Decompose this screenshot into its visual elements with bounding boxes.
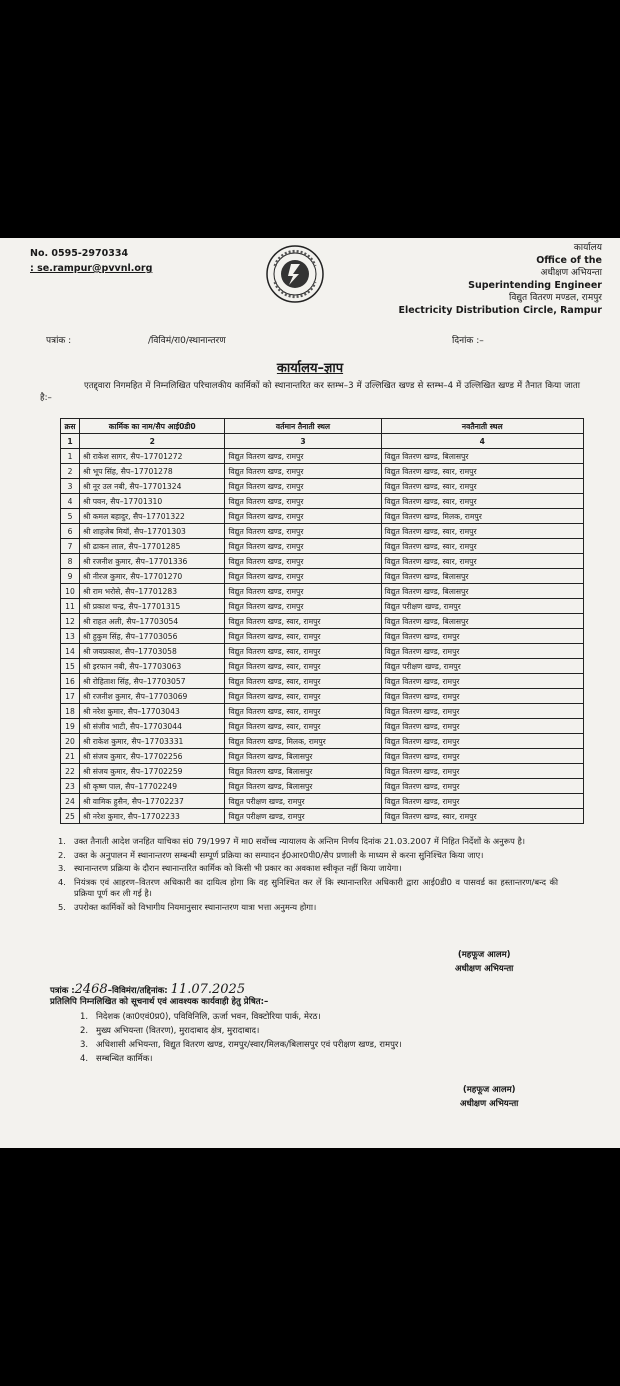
ref-number: /विविमं/रा0/स्थानान्तरण	[148, 336, 226, 346]
row-new-post: विद्युत वितरण खण्ड, बिलासपुर	[381, 614, 583, 629]
order-number-handwritten: 2468	[74, 982, 108, 997]
row-current-post: विद्युत वितरण खण्ड, स्वार, रामपुर	[225, 644, 381, 659]
row-sno: 20	[61, 734, 80, 749]
col-number: 1	[61, 434, 80, 449]
table-row	[61, 704, 584, 719]
note-number: 2.	[58, 849, 66, 860]
row-sno: 1	[61, 449, 80, 464]
signatory-name: (महफूज आलम)	[457, 950, 511, 960]
row-sno: 22	[61, 764, 80, 779]
row-new-post: विद्युत वितरण खण्ड, रामपुर	[381, 719, 583, 734]
row-employee: श्री इरफान नबी, सैप–17703063	[79, 659, 225, 674]
row-current-post: विद्युत वितरण खण्ड, रामपुर	[225, 464, 381, 479]
row-current-post: विद्युत वितरण खण्ड, मिलक, रामपुर	[225, 734, 381, 749]
table-row	[61, 764, 584, 779]
row-current-post: विद्युत वितरण खण्ड, रामपुर	[225, 509, 381, 524]
email-address: : se.rampur@pvvnl.org	[30, 263, 153, 274]
col-header-new: नवतैनाती स्थल	[381, 419, 583, 434]
notes-list	[58, 836, 558, 915]
designation-en: Superintending Engineer	[468, 279, 602, 291]
col-number: 3	[225, 434, 381, 449]
row-sno: 8	[61, 554, 80, 569]
row-sno: 6	[61, 524, 80, 539]
row-current-post: विद्युत वितरण खण्ड, रामपुर	[225, 479, 381, 494]
signatory-designation: अधीक्षण अभियन्ता	[455, 964, 514, 974]
row-sno: 24	[61, 794, 80, 809]
designation-hi: अधीक्षण अभियन्ता	[540, 268, 602, 278]
row-sno: 3	[61, 479, 80, 494]
circle-hi: विद्युत वितरण मण्डल, रामपुर	[509, 293, 602, 303]
row-current-post: विद्युत वितरण खण्ड, रामपुर	[225, 599, 381, 614]
row-employee: श्री जयप्रकाश, सैप–17703058	[79, 644, 225, 659]
row-employee: श्री राहत अली, सैप–17703054	[79, 614, 225, 629]
copy-heading: प्रतिलिपि निम्नलिखित को सूचनार्थ एवं आवश्यक कार्यवाही हेतु प्रेषित:–	[50, 997, 269, 1007]
row-employee: श्री नीरज कुमार, सैप–17701270	[79, 569, 225, 584]
copy-list	[80, 1010, 560, 1066]
row-current-post: विद्युत वितरण खण्ड, रामपुर	[225, 539, 381, 554]
transfer-table	[60, 418, 584, 824]
row-employee: श्री संजय कुमार, सैप–17702259	[79, 764, 225, 779]
table-row	[61, 584, 584, 599]
row-employee: श्री प्रकाश चन्द्र, सैप–17701315	[79, 599, 225, 614]
row-employee: श्री पवन, सैप–17701310	[79, 494, 225, 509]
note-item	[58, 902, 558, 914]
table-row	[61, 644, 584, 659]
row-sno: 16	[61, 674, 80, 689]
row-employee: श्री वामिक हुसैन, सैप–17702237	[79, 794, 225, 809]
table-row	[61, 449, 584, 464]
row-employee: श्री नूर उल नबी, सैप–17701324	[79, 479, 225, 494]
row-employee: श्री कमल बहादुर, सैप–17701322	[79, 509, 225, 524]
table-row	[61, 524, 584, 539]
row-new-post: विद्युत वितरण खण्ड, स्वार, रामपुर	[381, 479, 583, 494]
table-row	[61, 659, 584, 674]
row-new-post: विद्युत वितरण खण्ड, रामपुर	[381, 704, 583, 719]
row-new-post: विद्युत वितरण खण्ड, रामपुर	[381, 749, 583, 764]
copy-item	[80, 1024, 560, 1038]
row-employee: श्री राकेश कुमार, सैप–17703331	[79, 734, 225, 749]
row-sno: 19	[61, 719, 80, 734]
row-current-post: विद्युत वितरण खण्ड, बिलासपुर	[225, 749, 381, 764]
table-row	[61, 809, 584, 824]
table-row	[61, 464, 584, 479]
copy-item	[80, 1038, 560, 1052]
copy-number: 4.	[80, 1054, 89, 1064]
pvvnl-logo-icon	[265, 244, 325, 304]
order-line	[50, 982, 245, 997]
table-row	[61, 719, 584, 734]
order-date-handwritten: 11.07.2025	[170, 982, 246, 997]
signature-block	[455, 948, 513, 976]
row-current-post: विद्युत वितरण खण्ड, स्वार, रामपुर	[225, 674, 381, 689]
row-current-post: विद्युत वितरण खण्ड, स्वार, रामपुर	[225, 689, 381, 704]
table-row	[61, 794, 584, 809]
row-new-post: विद्युत परीक्षण खण्ड, रामपुर	[381, 599, 583, 614]
row-current-post: विद्युत वितरण खण्ड, बिलासपुर	[225, 779, 381, 794]
note-text: नियंत्रक एवं आहरण–वितरण अधिकारी का दायित्व होगा कि वह सुनिश्चित कर लें कि स्थानान्तरित अधिकारी द्वारा आई0डी0 व पासवर्ड का हस्तान्तरण/बन्द की प्रक्रिया पूर्ण कर ली गई है।	[74, 876, 558, 898]
row-employee: श्री राम भरोसे, सैप–17701283	[79, 584, 225, 599]
note-text: स्थानान्तरण प्रक्रिया के दौरान स्थानान्तरित कार्मिक को किसी भी प्रकार का अवकाश स्वीकृत नहीं किया जायेगा।	[74, 863, 402, 873]
row-new-post: विद्युत वितरण खण्ड, बिलासपुर	[381, 449, 583, 464]
row-sno: 13	[61, 629, 80, 644]
intro-paragraph: एतद्द्वारा निगमहित में निम्नलिखित परिचालकीय कार्मिकों को स्थानान्तरित कर स्तम्भ–3 में उल्लिखित खण्ड से स्तम्भ–4 में उल्लिखित खण्ड में तैनात किया जाता है:–	[40, 381, 580, 403]
row-current-post: विद्युत वितरण खण्ड, रामपुर	[225, 449, 381, 464]
note-item	[58, 850, 558, 862]
row-new-post: विद्युत वितरण खण्ड, रामपुर	[381, 629, 583, 644]
copy-item	[80, 1010, 560, 1024]
col-number: 4	[381, 434, 583, 449]
row-new-post: विद्युत वितरण खण्ड, रामपुर	[381, 779, 583, 794]
office-block	[398, 242, 602, 317]
row-employee: श्री ढाकन लाल, सैप–17701285	[79, 539, 225, 554]
row-new-post: विद्युत परीक्षण खण्ड, रामपुर	[381, 659, 583, 674]
row-employee: श्री संजय कुमार, सैप–17702256	[79, 749, 225, 764]
row-current-post: विद्युत वितरण खण्ड, रामपुर	[225, 584, 381, 599]
table-row	[61, 629, 584, 644]
row-sno: 7	[61, 539, 80, 554]
note-number: 4.	[58, 876, 66, 887]
row-sno: 25	[61, 809, 80, 824]
row-new-post: विद्युत वितरण खण्ड, रामपुर	[381, 644, 583, 659]
row-sno: 10	[61, 584, 80, 599]
col-number: 2	[79, 434, 225, 449]
row-employee: श्री रजनीश कुमार, सैप–17703069	[79, 689, 225, 704]
row-employee: श्री रोहिताश सिंह, सैप–17703057	[79, 674, 225, 689]
table-row	[61, 554, 584, 569]
row-new-post: विद्युत वितरण खण्ड, स्वार, रामपुर	[381, 539, 583, 554]
row-new-post: विद्युत वितरण खण्ड, रामपुर	[381, 689, 583, 704]
row-new-post: विद्युत वितरण खण्ड, बिलासपुर	[381, 569, 583, 584]
note-number: 1.	[58, 836, 66, 846]
copy-text: मुख्य अभियन्ता (वितरण), मुरादाबाद क्षेत्र, मुरादाबाद।	[96, 1026, 260, 1036]
note-number: 5.	[58, 901, 66, 912]
date-label: दिनांक :–	[452, 336, 484, 346]
row-current-post: विद्युत वितरण खण्ड, रामपुर	[225, 524, 381, 539]
row-employee: श्री भूप सिंह, सैप–17701278	[79, 464, 225, 479]
row-new-post: विद्युत वितरण खण्ड, रामपुर	[381, 734, 583, 749]
row-new-post: विद्युत वितरण खण्ड, रामपुर	[381, 674, 583, 689]
row-sno: 21	[61, 749, 80, 764]
row-sno: 15	[61, 659, 80, 674]
signatory-name: (महफूज आलम)	[462, 1085, 516, 1095]
row-new-post: विद्युत वितरण खण्ड, स्वार, रामपुर	[381, 464, 583, 479]
row-sno: 23	[61, 779, 80, 794]
row-sno: 2	[61, 464, 80, 479]
copy-number: 1.	[80, 1012, 89, 1022]
row-sno: 14	[61, 644, 80, 659]
table-row	[61, 494, 584, 509]
row-employee: श्री रजनीश कुमार, सैप–17701336	[79, 554, 225, 569]
col-header-name: कार्मिक का नाम/सैप आई0डी0	[79, 419, 225, 434]
row-employee: श्री संजीव भाटी, सैप–17703044	[79, 719, 225, 734]
page-title: कार्यालय–ज्ञाप	[276, 361, 344, 376]
copy-text: सम्बन्धित कार्मिक।	[96, 1054, 153, 1064]
document-page	[0, 238, 620, 1148]
row-new-post: विद्युत वितरण खण्ड, स्वार, रामपुर	[381, 809, 583, 824]
row-current-post: विद्युत वितरण खण्ड, स्वार, रामपुर	[225, 719, 381, 734]
circle-en: Electricity Distribution Circle, Rampur	[398, 304, 602, 316]
note-text: उक्त तैनाती आदेश जनहित याचिका सं0 79/1997 में मा0 सर्वोच्च न्यायालय के अन्तिम निर्णय दिनांक 21.03.2007 में निहित निर्देशों के अनुरूप है।	[74, 836, 526, 846]
row-employee: श्री हुकुम सिंह, सैप–17703056	[79, 629, 225, 644]
row-current-post: विद्युत वितरण खण्ड, स्वार, रामपुर	[225, 614, 381, 629]
row-current-post: विद्युत परीक्षण खण्ड, रामपुर	[225, 809, 381, 824]
row-current-post: विद्युत वितरण खण्ड, स्वार, रामपुर	[225, 704, 381, 719]
copy-number: 2.	[80, 1026, 89, 1036]
row-sno: 11	[61, 599, 80, 614]
row-sno: 4	[61, 494, 80, 509]
row-current-post: विद्युत वितरण खण्ड, स्वार, रामपुर	[225, 629, 381, 644]
row-employee: श्री शाहजेब मियॉ, सैप–17701303	[79, 524, 225, 539]
row-sno: 12	[61, 614, 80, 629]
copy-text: निदेशक (का0एवं0प्र0), पविविनिलि, ऊर्जा भवन, विक्टोरिया पार्क, मेरठ।	[96, 1012, 321, 1022]
row-current-post: विद्युत परीक्षण खण्ड, रामपुर	[225, 794, 381, 809]
row-new-post: विद्युत वितरण खण्ड, मिलक, रामपुर	[381, 509, 583, 524]
note-item	[58, 836, 558, 848]
copy-text: अधिशासी अभियन्ता, विद्युत वितरण खण्ड, रामपुर/स्वार/मिलक/बिलासपुर एवं परीक्षण खण्ड, रामपुर।	[96, 1040, 402, 1050]
table-row	[61, 674, 584, 689]
col-header-current: वर्तमान तैनाती स्थल	[225, 419, 381, 434]
table-row	[61, 689, 584, 704]
row-employee: श्री कृष्ण पाल, सैप–17702249	[79, 779, 225, 794]
table-row	[61, 614, 584, 629]
row-new-post: विद्युत वितरण खण्ड, स्वार, रामपुर	[381, 494, 583, 509]
copy-number: 3.	[80, 1040, 89, 1050]
row-sno: 18	[61, 704, 80, 719]
ref-label: पत्रांक :	[46, 336, 72, 346]
note-text: उक्त के अनुपालन में स्थानान्तरण सम्बन्धी सम्पूर्ण प्रक्रिया का सम्पादन ई0आर0पी0/सैप प्रणाली के माध्यम से करना सुनिश्चित किया जाए।	[74, 849, 484, 860]
office-en: Office of the	[536, 254, 602, 266]
note-item	[58, 863, 558, 875]
row-current-post: विद्युत वितरण खण्ड, बिलासपुर	[225, 764, 381, 779]
table-row	[61, 479, 584, 494]
row-new-post: विद्युत वितरण खण्ड, रामपुर	[381, 764, 583, 779]
row-employee: श्री राकेश सागर, सैप–17701272	[79, 449, 225, 464]
phone-number: No. 0595-2970334	[30, 248, 129, 259]
table-row	[61, 779, 584, 794]
table-row	[61, 569, 584, 584]
copy-item	[80, 1052, 560, 1066]
row-employee: श्री नरेश कुमार, सैप–17703043	[79, 704, 225, 719]
signatory-designation: अधीक्षण अभियन्ता	[460, 1099, 519, 1109]
contact-block	[30, 246, 152, 276]
col-header-sno: क्रस	[61, 419, 80, 434]
row-sno: 17	[61, 689, 80, 704]
row-employee: श्री नरेश कुमार, सैप–17702233	[79, 809, 225, 824]
signature-block-2	[460, 1083, 518, 1111]
row-current-post: विद्युत वितरण खण्ड, रामपुर	[225, 494, 381, 509]
row-current-post: विद्युत वितरण खण्ड, स्वार, रामपुर	[225, 659, 381, 674]
table-row	[61, 734, 584, 749]
row-sno: 9	[61, 569, 80, 584]
note-item	[58, 877, 558, 900]
note-text: उपरोक्त कार्मिकों को विभागीय नियमानुसार स्थानान्तरण यात्रा भत्ता अनुमन्य होगा।	[74, 901, 317, 912]
order-prefix: पत्रांक :	[50, 986, 75, 996]
row-current-post: विद्युत वितरण खण्ड, रामपुर	[225, 554, 381, 569]
table-row	[61, 539, 584, 554]
note-number: 3.	[58, 863, 66, 873]
row-new-post: विद्युत वितरण खण्ड, स्वार, रामपुर	[381, 554, 583, 569]
row-sno: 5	[61, 509, 80, 524]
office-hi: कार्यालय	[573, 243, 602, 253]
table-row	[61, 509, 584, 524]
row-new-post: विद्युत वितरण खण्ड, स्वार, रामपुर	[381, 524, 583, 539]
table-row	[61, 599, 584, 614]
order-mid: –विविमंरा/तद्दिनांक:	[107, 986, 168, 996]
table-row	[61, 749, 584, 764]
row-current-post: विद्युत वितरण खण्ड, रामपुर	[225, 569, 381, 584]
row-new-post: विद्युत वितरण खण्ड, बिलासपुर	[381, 584, 583, 599]
row-new-post: विद्युत वितरण खण्ड, रामपुर	[381, 794, 583, 809]
